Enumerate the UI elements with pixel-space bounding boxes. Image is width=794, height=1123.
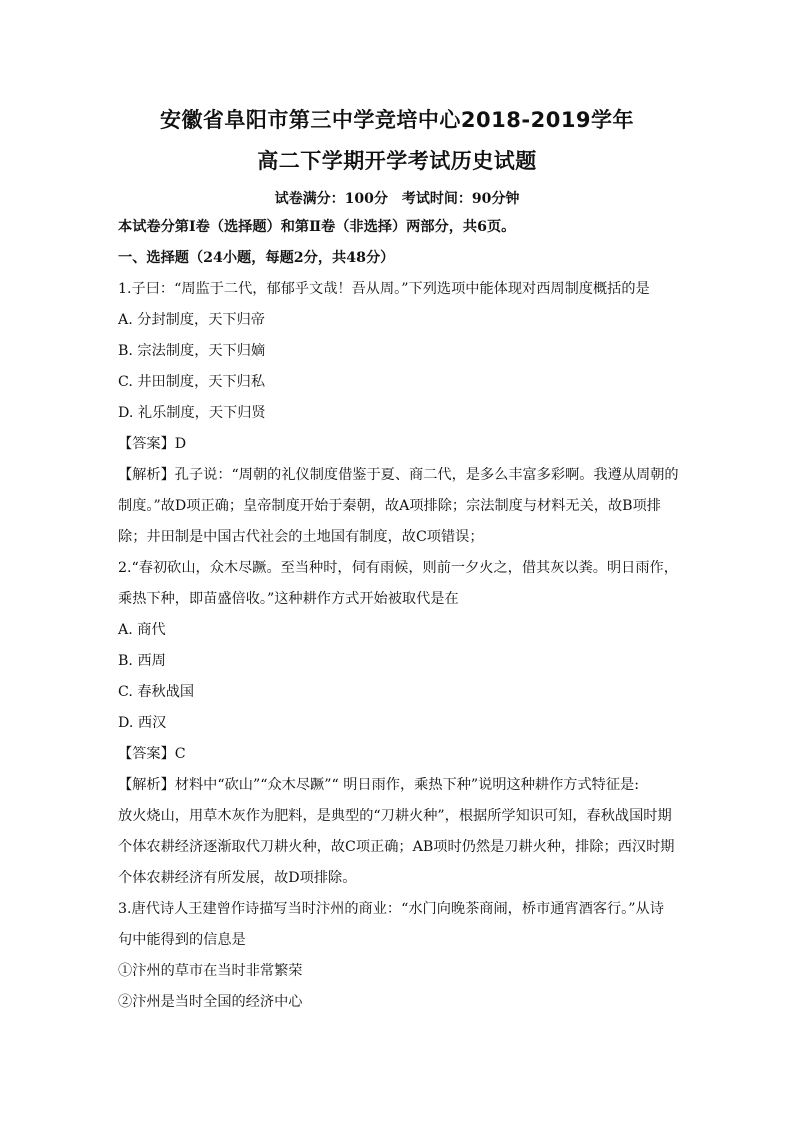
paper-note: 本试卷分第Ⅰ卷（选择题）和第Ⅱ卷（非选择）两部分，共6页。 bbox=[118, 219, 516, 235]
question-3-stem-line: 句中能得到的信息是 bbox=[118, 932, 246, 948]
question-2-option-a: A. 商代 bbox=[118, 622, 166, 638]
question-2-stem-line: 乘热下种，即苗盛倍收。”这种耕作方式开始被取代是在 bbox=[118, 591, 459, 607]
question-2-analysis-line: 个体农耕经济逐渐取代刀耕火种，故C项正确；AB项时仍然是刀耕火种，排除；西汉时期 bbox=[118, 839, 675, 855]
question-1-option-b: B. 宗法制度，天下归嫡 bbox=[118, 343, 266, 359]
section-heading: 一、选择题（24小题，每题2分，共48分） bbox=[118, 250, 395, 266]
question-1-option-d: D. 礼乐制度，天下归贤 bbox=[118, 405, 266, 421]
question-2-analysis-line: 【解析】材料中“砍山”“众木尽蹶”“ 明日雨作，乘热下种”说明这种耕作方式特征是: bbox=[118, 777, 639, 793]
exam-info: 试卷满分：100分 考试时间：90分钟 bbox=[274, 191, 520, 207]
exam-title-line-2: 高二下学期开学考试历史试题 bbox=[257, 149, 537, 173]
question-3-statement-2: ②汴州是当时全国的经济中心 bbox=[118, 994, 303, 1010]
question-2-option-b: B. 西周 bbox=[118, 653, 166, 669]
question-1-analysis-line: 【解析】孔子说：“周朝的礼仪制度借鉴于夏、商二代，是多么丰富多彩啊。我遵从周朝的 bbox=[118, 467, 679, 483]
question-2-option-c: C. 春秋战国 bbox=[118, 684, 195, 700]
question-1-option-c: C. 井田制度，天下归私 bbox=[118, 374, 266, 390]
question-1-analysis-line: 制度。”故D项正确；皇帝制度开始于秦朝，故A项排除；宗法制度与材料无关，故B项排 bbox=[118, 498, 661, 514]
question-2-analysis-line: 放火烧山，用草木灰作为肥料，是典型的“刀耕火种”，根据所学知识可知，春秋战国时期 bbox=[118, 808, 672, 824]
exam-title-line-1: 安徽省阜阳市第三中学竞培中心2018-2019学年 bbox=[159, 108, 635, 132]
question-2-analysis-line: 个体农耕经济有所发展，故D项排除。 bbox=[118, 870, 357, 886]
question-3-stem-line: 3.唐代诗人王建曾作诗描写当时汴州的商业：“水门向晚茶商闹，桥市通宵酒客行。”从诗 bbox=[118, 901, 664, 917]
question-1-option-a: A. 分封制度，天下归帝 bbox=[118, 312, 265, 328]
question-2-option-d: D. 西汉 bbox=[118, 715, 167, 731]
question-1-answer: 【答案】D bbox=[118, 436, 187, 452]
question-2-stem-line: 2.“春初砍山，众木尽蹶。至当种时，伺有雨候，则前一夕火之，借其灰以粪。明日雨作， bbox=[118, 560, 678, 576]
question-1-analysis-line: 除；井田制是中国古代社会的土地国有制度，故C项错误； bbox=[118, 529, 484, 545]
question-3-statement-1: ①汴州的草市在当时非常繁荣 bbox=[118, 963, 303, 979]
question-2-answer: 【答案】C bbox=[118, 746, 186, 762]
question-1-stem: 1.子曰：“周监于二代，郁郁乎文哉！吾从周。”下列选项中能体现对西周制度概括的是 bbox=[118, 281, 650, 297]
